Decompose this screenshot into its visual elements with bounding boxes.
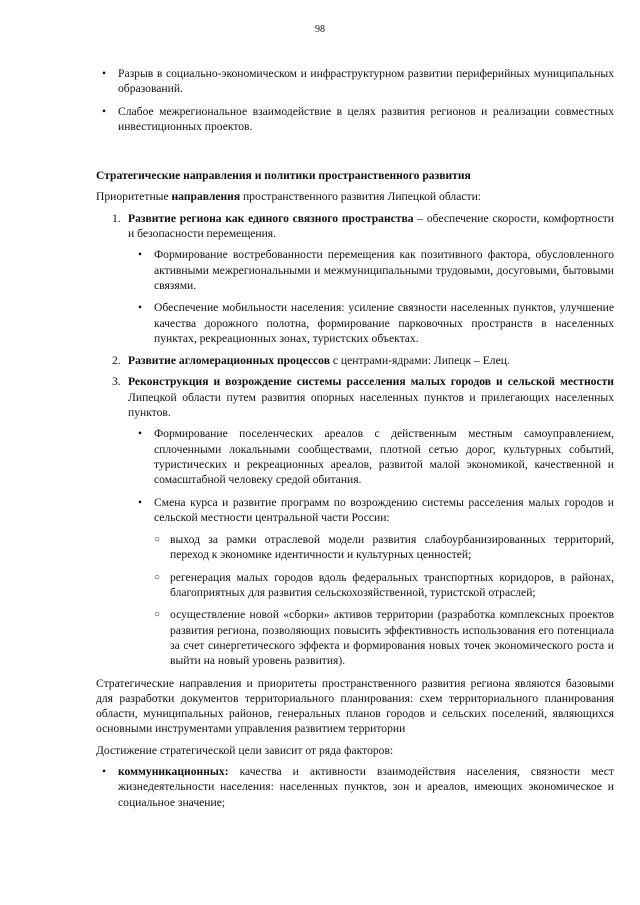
intro-paragraph: Приоритетные направления пространственного развития Липецкой области: [96, 190, 482, 204]
direction-bullet: • Формирование востребованности перемещения как позитивного фактора, обусловленного активными межрегиональными и межмуниципальными трудовыми, досуговыми, бытовыми связями. [132, 247, 614, 293]
sub-bullet: ○ регенерация малых городов вдоль федеральных транспортных коридоров, в районах, благоприятных для развития сельскохозяйственной, туристской отраслей; [154, 570, 614, 601]
body-paragraph: Достижение стратегической цели зависит от ряда факторов: [96, 743, 394, 757]
page-content [96, 66, 614, 817]
direction-item-1: 1. Развитие региона как единого связного пространства – обеспечение скорости, комфортности и безопасности перемещения. [112, 211, 614, 241]
item-number: 3. [112, 375, 121, 389]
factor-bullet: • коммуникационных: качества и активности взаимодействия населения, связности мест жизнедеятельности населения: населенных пунктов, зон и ареалов, имеющих экономическое и социальное значение; [96, 764, 614, 810]
body-paragraph: Стратегические направления и приоритеты пространственного развития региона являются базовыми для разработки документов территориального планирования: схем территориального планирования области, муниципальных районов, генеральных планов городов и сельских поселений, являющихся основными инструментами управления развитием территории [96, 676, 614, 736]
item-number: 1. [112, 211, 121, 225]
direction-bullet: • Обеспечение мобильности населения: усиление связности населенных пунктов, улучшение качества дорожного полотна, формирование парковочных пространств в населенных пунктах, рекреационных зонах, туристских объектах. [132, 300, 614, 346]
page-number: 98 [315, 24, 325, 35]
section-heading: Стратегические направления и политики пространственного развития [96, 169, 471, 183]
sub-bullet: ○ осуществление новой «сборки» активов территории (разработка комплексных проектов развития региона, позволяющих повысить эффективность использования его потенциала за счет синергетического эффекта и формирования новых точек экономического роста и выйти на новый уровень развития). [154, 607, 614, 668]
direction-item-3: 3. Реконструкция и возрождение системы расселения малых городов и сельской местности Липецкой области путем развития опорных населенных пунктов и прилегающих населенных пунктов. [112, 375, 614, 420]
problem-bullet: • Разрыв в социально-экономическом и инфраструктурном развитии периферийных муниципальных образований. [96, 66, 614, 97]
problem-bullet: • Слабое межрегиональное взаимодействие в целях развития регионов и реализации совместных инвестиционных проектов. [96, 104, 614, 135]
direction-bullet: • Смена курса и развитие программ по возрождению системы расселения малых городов и сельской местности центральной части России: [132, 495, 614, 526]
item-number: 2. [112, 354, 121, 368]
direction-item-2: 2. Развитие агломерационных процессов с центрами-ядрами: Липецк – Елец. [112, 354, 510, 368]
sub-bullet: ○ выход за рамки отраслевой модели развития слабоурбанизированных территорий, переход к экономике идентичности и культурных ценностей; [154, 532, 614, 563]
direction-bullet: • Формирование поселенческих ареалов с действенным местным самоуправлением, сплоченными локальными сообществами, плотной сетью дорог, культурных событий, туристических и рекреационных ареалов, развитой малой экономикой, качественной и сомасштабной человеку средой обитания. [132, 426, 614, 487]
